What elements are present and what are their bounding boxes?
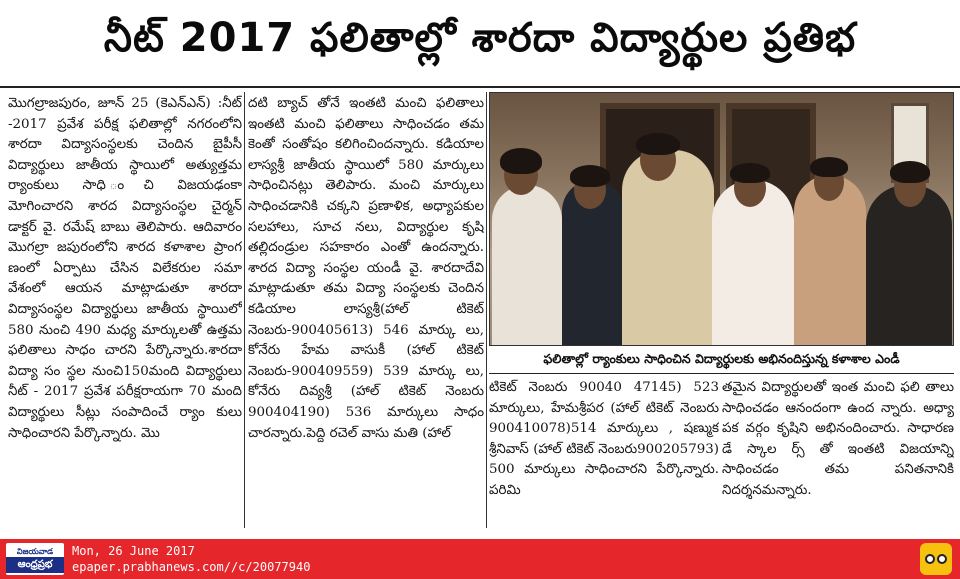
- person-hair: [890, 161, 930, 183]
- footer-info: [72, 543, 310, 575]
- news-photo: [489, 92, 954, 346]
- person-hair: [570, 165, 610, 187]
- person-hair: [636, 133, 680, 155]
- publication-logo[interactable]: [6, 543, 64, 575]
- owl-eye: [925, 554, 935, 564]
- owl-eye: [937, 554, 947, 564]
- article-column-1: మొగల్రాజపురం, జూన్ 25 (కెఎన్ఎన్) :నీట్ -2017 ప్రవేశ పరీక్ష ఫలితాల్లో నగరంలోని శారదా విద్యాసంస్థలకు చెందిన బైపీసీ విద్యార్థులు జాతీయ స్థాయిలో అత్యుత్తమ ర్యాంకులు సాధి ంచి విజయఢంకా మోగించారని శారద విద్యాసంస్థల చైర్మన్ డాక్టర్ వై. రమేష్ బాబు తెలిపారు. ఆదివారం మొగల్రా జపురంలోని శారద కళాశాల ప్రాంగ ణంలో ఏర్పాటు చేసిన విలేకరుల సమా వేశంలో ఆయన మాట్లాడుతూ శారదా విద్యాసంస్థల విద్యార్థులు జాతీయ స్థాయిలో 580 నుంచి 490 మధ్య మార్కులతో ఉత్తమ ఫలితాలు సాధం చారని పేర్కొన్నారు.శారదా విద్యా సం స్థల నుంచి150మంది విద్యార్థులు నీట్ - 2017 ప్రవేశ పరీక్షరాయగా 70 మంది విద్యార్థులు సీట్లు సంపాదించే ర్యాం కులు సాధించారని పేర్కొన్నారు. మొ: [8, 96, 242, 441]
- article-column-3: టికెట్ నెంబరు 90040 47145) 523 మార్కులు, హేమశ్రీపర (హాల్ టికెట్ నెంబరు 900410078)514 మార్కులు , షణ్ముక శ్రీనివాస్ (హాల్ టికెట్ నెంబరు900205793) 500 మార్కులు సాధించారని పేర్కొన్నారు. పరిమి: [489, 380, 719, 498]
- headline: నీట్ 2017 ఫలితాల్లో శారదా విద్యార్థుల ప్రతిభ: [0, 0, 960, 88]
- person: [622, 150, 714, 346]
- column-divider: [244, 92, 245, 528]
- person: [866, 185, 952, 346]
- owl-icon[interactable]: [920, 543, 952, 575]
- person-hair: [730, 163, 770, 183]
- logo-title-text: ఆంధ్రప్రభ: [6, 557, 64, 573]
- epaper-url[interactable]: epaper.prabhanews.com//c/20077940: [72, 560, 311, 574]
- edition-date: Mon, 26 June 2017: [72, 544, 195, 558]
- person-hair: [810, 157, 848, 177]
- column-divider: [486, 92, 487, 528]
- logo-edition-text: విజయవాడ: [16, 546, 54, 556]
- person: [492, 185, 562, 346]
- article-column-4: తమైన విద్యార్థులతో ఇంత మంచి ఫలి తాలు సాధించడం ఆనందంగా ఉంద న్నారు. అధ్యా పక వర్గం కృషిని అభినందించారు. సాధారణ డే స్కాల ర్స్ తో ఇంతటి విజయాన్ని సాధించడం తమ పనితనానికి నిదర్శనమన్నారు.: [722, 380, 954, 498]
- article-column-2: దటి బ్యాచ్ తోనే ఇంతటి మంచి ఫలితాలు ఇంతటి మంచి ఫలితాలు సాధించడం తమ కెంతో సంతోషం కలిగించిందన్నారు. కడియాల లాస్యశ్రీ జాతీయ స్థాయిలో 580 మార్కులు సాధించినట్లు తెలిపారు. మంచి మార్కులు సాధించడానికి చక్కని ప్రణాళిక, అధ్యాపకుల సలహాలు, సూచ నలు, విద్యార్థుల కృషి తల్లిదండ్రుల సహకారం ఎంతో ఉందన్నారు. శారద విద్యా సంస్థల యండీ వై. శారదాదేవి మాట్లాడుతూ తమ విద్యా సంస్థలకు చెందిన కడియాల లాస్యశ్రీ(హాల్ టికెట్ నెంబరు-900405613) 546 మార్కు లు, కోనేరు హేమ వాసుకీ (హాల్ టికెట్ నెంబరు-900409559) 539 మార్కు లు, కోనేరు దివ్యశ్రీ (హాల్ టికెట్ నెంబరు 900404190) 536 మార్కులు సాధం చారన్నారు.పెద్ది రచెల్ వాసు మతి (హాల్: [248, 96, 484, 441]
- photo-caption: ఫలితాల్లో ర్యాంకులు సాధించిన విద్యార్థులకు అభినందిస్తున్న కళాశాల ఎండీ: [489, 348, 954, 374]
- person-hair: [500, 148, 542, 174]
- epaper-footer-bar: [0, 539, 960, 579]
